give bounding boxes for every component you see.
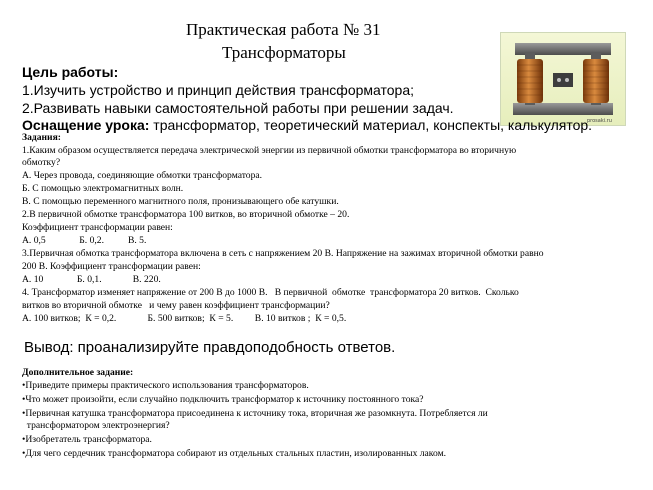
transformer-photo <box>500 32 626 126</box>
task-line: 1.Каким образом осуществляется передача электрической энергии из первичной обмотки трансформатора во вторичную <box>22 145 517 156</box>
task-line: 3.Первичная обмотка трансформатора включена в сеть с напряжением 20 В. Напряжение на зажимах вторичной обмотки равно <box>22 248 544 259</box>
transformer-illustration <box>501 33 625 125</box>
task-line: А. 100 витков; К = 0,2. Б. 500 витков; К = 5. В. 10 витков ; К = 0,5. <box>22 313 347 324</box>
conclusion: Вывод: проанализируйте правдоподобность ответов. <box>24 339 396 356</box>
extra-line: •Первичная катушка трансформатора присоединена к источнику тока, вторичная же разомкнута. Потребляется ли <box>22 408 488 419</box>
page-subtitle: Трансформаторы <box>222 43 346 62</box>
extra-line: •Что может произойти, если случайно подключить трансформатор к источнику постоянного тока? <box>22 394 424 405</box>
goal-item-2: 2.Развивать навыки самостоятельной работы при решении задач. <box>22 100 454 116</box>
task-line: А. 0,5 Б. 0,2. В. 5. <box>22 235 147 246</box>
task-line: 4. Трансформатор изменяет напряжение от 200 В до 1000 В. В первичной обмотке трансформатора 20 витков. Сколько <box>22 287 519 298</box>
task-line: Б. С помощью электромагнитных волн. <box>22 183 184 194</box>
page-title: Практическая работа № 31 <box>186 20 381 39</box>
task-line: 2.В первичной обмотке трансформатора 100 витков, во вторичной обмотке – 20. <box>22 209 350 220</box>
task-line: А. Через провода, соединяющие обмотки трансформатора. <box>22 170 263 181</box>
equipment-heading: Оснащение урока: <box>22 117 150 133</box>
task-line: 200 В. Коэффициент трансформации равен: <box>22 261 201 272</box>
extra-line: трансформатором электроэнергия? <box>22 420 170 431</box>
task-line: А. 10 Б. 0,1. В. 220. <box>22 274 161 285</box>
extra-line: •Приведите примеры практического использования трансформаторов. <box>22 380 309 391</box>
task-line: В. С помощью переменного магнитного поля, пронизывающего обе катушки. <box>22 196 339 207</box>
equipment-text: трансформатор, теоретический материал, конспекты, калькулятор. <box>149 117 593 133</box>
extra-line: •Для чего сердечник трансформатора собирают из отдельных стальных пластин, изолированных лаком. <box>22 448 447 459</box>
goal-heading: Цель работы: <box>22 64 119 80</box>
task-line: витков во вторичной обмотке и чему равен коэффициент трансформации? <box>22 300 330 311</box>
extra-heading: Дополнительное задание: <box>22 367 134 378</box>
task-line: Коэффициент трансформации равен: <box>22 222 173 233</box>
task-line: обмотку? <box>22 157 61 168</box>
equipment-line <box>22 117 592 133</box>
tasks-heading: Задания: <box>22 132 61 143</box>
photo-watermark: prosaki.ru <box>587 118 612 124</box>
goal-item-1: 1.Изучить устройство и принцип действия трансформатора; <box>22 82 414 98</box>
extra-line: •Изобретатель трансформатора. <box>22 434 152 445</box>
